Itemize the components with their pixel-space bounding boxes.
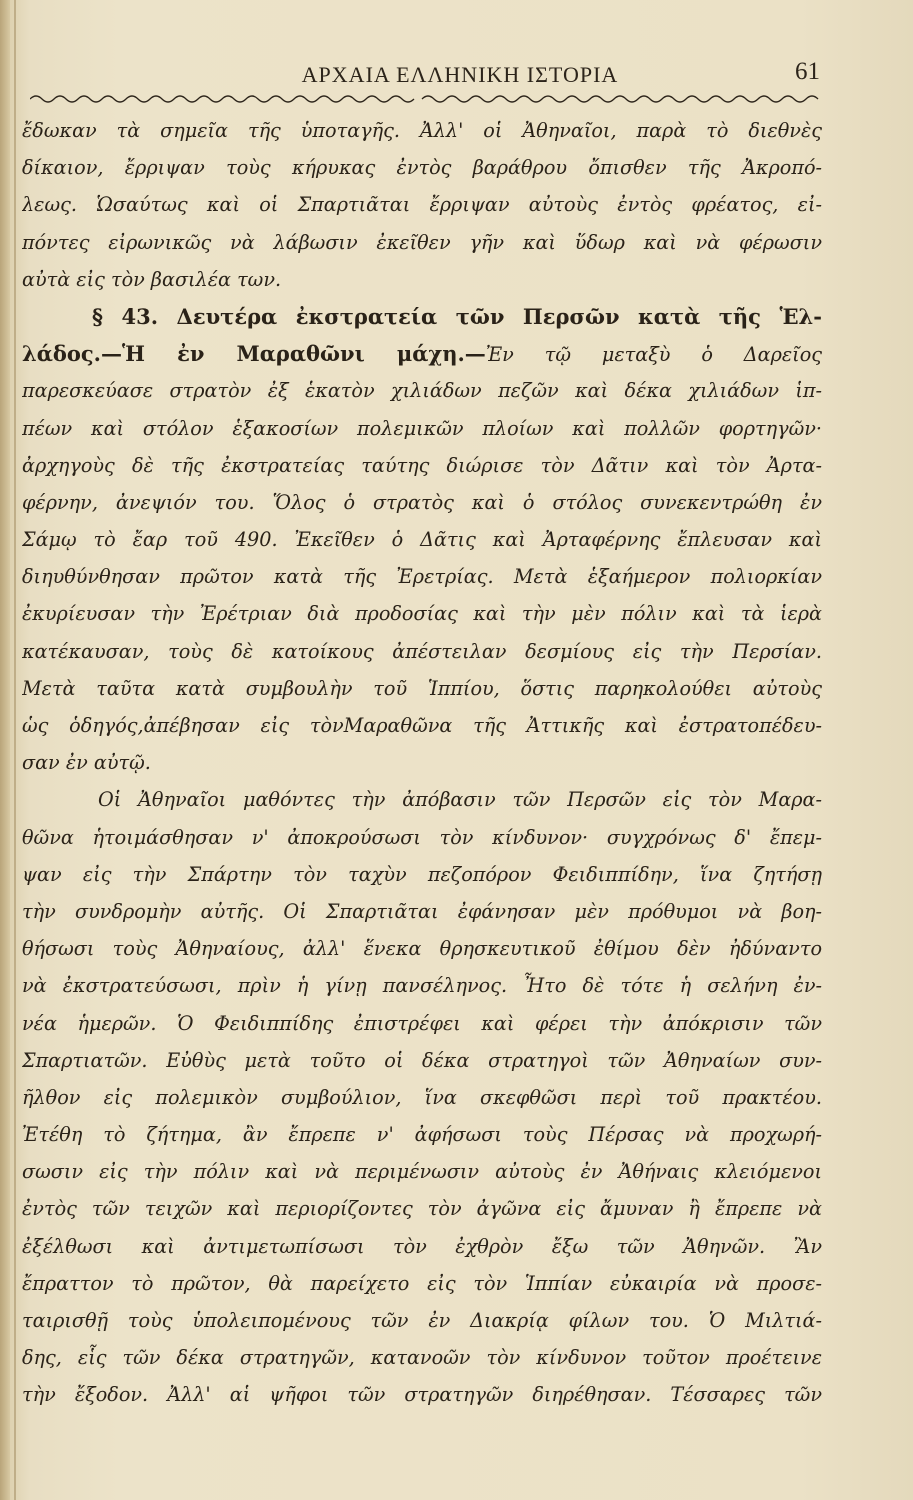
section-heading-continued	[22, 335, 822, 372]
text-line: πόντες εἰρωνικῶς νὰ λάβωσιν ἐκεῖθεν γῆν καὶ ὕδωρ καὶ νὰ φέρωσιν	[22, 230, 822, 254]
text-line: πέων καὶ στόλον ἑξακοσίων πολεμικῶν πλοίων καὶ πολλῶν φορτηγῶν·	[22, 416, 822, 440]
text-line: ῆλθον εἰς πολεμικὸν συμβούλιον, ἵνα σκεφθῶσι περὶ τοῦ πρακτέου.	[22, 1085, 822, 1109]
text-line: Ἐτέθη τὸ ζήτημα, ἂν ἔπρεπε ν' ἀφήσωσι τοὺς Πέρσας νὰ προχωρή-	[22, 1123, 822, 1147]
text-line: δης, εἷς τῶν δέκα στρατηγῶν, κατανοῶν τὸν κίνδυνον τοῦτον προέτεινε	[22, 1346, 822, 1370]
binding-line	[14, 0, 16, 1500]
running-title: ΑΡΧΑΙΑ ΕΛΛΗΝΙΚΗ ΙΣΤΟΡΙΑ	[301, 62, 619, 87]
text-line: Σάμῳ τὸ ἔαρ τοῦ 490. Ἐκεῖθεν ὁ Δᾶτις καὶ Ἀρταφέρνης ἔπλευσαν καὶ	[22, 528, 822, 552]
text-line: ἐντὸς τῶν τειχῶν καὶ περιορίζοντες τὸν ἀγῶνα εἰς ἄμυναν ἢ ἔπρεπε νὰ	[22, 1197, 822, 1221]
text-line: ταιρισθῇ τοὺς ὑπολειπομένους τῶν ἐν Διακρίᾳ φίλων του. Ὁ Μιλτιά-	[22, 1309, 822, 1332]
text-line: ἔπραττον τὸ πρῶτον, θὰ παρείχετο εἰς τὸν Ἱππίαν εὐκαιρία νὰ προσε-	[22, 1271, 822, 1295]
text-line: αὐτὰ εἰς τὸν βασιλέα των.	[22, 267, 282, 291]
text-line: διηυθύνθησαν πρῶτον κατὰ τῆς Ἐρετρίας. Μετὰ ἑξαήμερον πολιορκίαν	[22, 565, 822, 589]
section-heading: § 43. Δευτέρα ἐκστρατεία τῶν Περσῶν κατὰ τῆς Ἑλ-	[92, 303, 822, 329]
section-heading-subtitle: λάδος.—Ἡ ἐν Μαραθῶνι μάχη.—	[22, 341, 486, 367]
text-line: σαν ἐν αὐτῷ.	[22, 751, 151, 775]
text-line: θήσωσι τοὺς Ἀθηναίους, ἀλλ' ἕνεκα θρησκευτικοῦ ἐθίμου δὲν ἠδύναντο	[22, 937, 822, 961]
wavy-rule-ornament	[30, 92, 820, 106]
text-line: λεως. Ὡσαύτως καὶ οἱ Σπαρτιᾶται ἔρριψαν αὐτοὺς ἐντὸς φρέατος, εἰ-	[22, 193, 822, 217]
text-line: θῶνα ἡτοιμάσθησαν ν' ἀποκρούσωσι τὸν κίνδυνον· συγχρόνως δ' ἔπεμ-	[22, 825, 822, 849]
text-line: τὴν συνδρομὴν αὐτῆς. Οἱ Σπαρτιᾶται ἐφάνησαν μὲν πρόθυμοι νὰ βοη-	[22, 899, 822, 923]
text-line: νέα ἡμερῶν. Ὁ Φειδιππίδης ἐπιστρέφει καὶ φέρει τὴν ἀπόκρισιν τῶν	[22, 1011, 822, 1035]
text-line: ἐκυρίευσαν τὴν Ἐρέτριαν διὰ προδοσίας καὶ τὴν μὲν πόλιν καὶ τὰ ἱερὰ	[22, 602, 822, 626]
text-line: νὰ ἐκστρατεύσωσι, πρὶν ἡ γίνῃ πανσέληνος. Ἦτο δὲ τότε ἡ σελήνη ἐν-	[22, 974, 822, 998]
text-line: ὡς ὁδηγός,ἀπέβησαν εἰς τὸνΜαραθῶνα τῆς Ἀττικῆς καὶ ἐστρατοπέδευ-	[22, 714, 822, 737]
text-line: παρεσκεύασε στρατὸν ἐξ ἑκατὸν χιλιάδων πεζῶν καὶ δέκα χιλιάδων ἱπ-	[22, 379, 822, 403]
text-line: ἐξέλθωσι καὶ ἀντιμετωπίσωσι τὸν ἐχθρὸν ἔξω τῶν Ἀθηνῶν. Ἂν	[22, 1234, 822, 1258]
text-line: τὴν ἔξοδον. Ἀλλ' αἱ ψῆφοι τῶν στρατηγῶν διηρέθησαν. Τέσσαρες τῶν	[22, 1383, 822, 1407]
section-first-words: Ἐν τῷ μεταξὺ ὁ Δαρεῖος	[485, 343, 822, 367]
book-spine-edge	[0, 0, 10, 1500]
text-line: δίκαιον, ἔρριψαν τοὺς κήρυκας ἐντὸς βαράθρου ὄπισθεν τῆς Ἀκροπό-	[22, 156, 822, 180]
text-line: ἀρχηγοὺς δὲ τῆς ἐκστρατείας ταύτης διώρισε τὸν Δᾶτιν καὶ τὸν Ἀρτα-	[22, 453, 822, 477]
text-line: ἔδωκαν τὰ σημεῖα τῆς ὑποταγῆς. Ἀλλ' οἱ Ἀθηναῖοι, παρὰ τὸ διεθνὲς	[22, 119, 822, 142]
body-text	[22, 112, 822, 1414]
text-line: ψαν εἰς τὴν Σπάρτην τὸν ταχὺν πεζοπόρον Φειδιππίδην, ἵνα ζητήσῃ	[22, 862, 822, 886]
text-line: Μετὰ ταῦτα κατὰ συμβουλὴν τοῦ Ἱππίου, ὅστις παρηκολούθει αὐτοὺς	[22, 676, 822, 700]
text-line: Οἱ Ἀθηναῖοι μαθόντες τὴν ἀπόβασιν τῶν Περσῶν εἰς τὸν Μαρα-	[98, 788, 822, 812]
text-line: φέρνην, ἀνεψιόν του. Ὅλος ὁ στρατὸς καὶ ὁ στόλος συνεκεντρώθη ἐν	[22, 490, 822, 514]
text-line: κατέκαυσαν, τοὺς δὲ κατοίκους ἀπέστειλαν δεσμίους εἰς τὴν Περσίαν.	[22, 639, 822, 663]
text-line: Σπαρτιατῶν. Εὐθὺς μετὰ τοῦτο οἱ δέκα στρατηγοὶ τῶν Ἀθηναίων συν-	[22, 1048, 822, 1072]
text-line: σωσιν εἰς τὴν πόλιν καὶ νὰ περιμένωσιν αὐτοὺς ἐν Ἀθήναις κλειόμενοι	[22, 1160, 822, 1184]
page-number: 61	[795, 58, 820, 85]
